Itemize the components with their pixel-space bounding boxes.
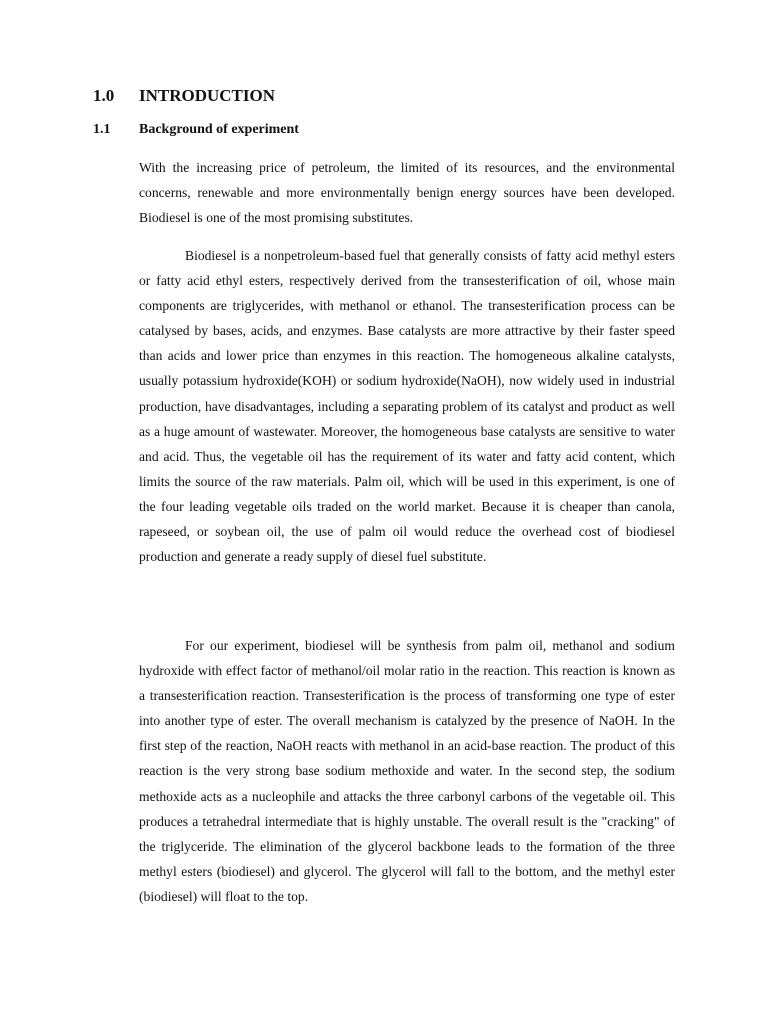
section-title: INTRODUCTION [139, 86, 276, 105]
subsection-number: 1.1 [93, 122, 111, 137]
paragraph-3: For our experiment, biodiesel will be synthesis from palm oil, methanol and sodium hydroxide with effect factor of methanol/oil molar ratio in the reaction. This reaction is known as a transesterification reaction. Transesterification is the process of transforming one type of ester into another type of ester. The overall mechanism is catalyzed by the presence of NaOH. In the first step of the reaction, NaOH reacts with methanol in an acid-base reaction. The product of this reaction is the very strong base sodium methoxide and water. In the second step, the sodium methoxide acts as a nucleophile and attacks the three carbonyl carbons of the vegetable oil. This produces a tetrahedral intermediate that is highly unstable. The overall result is the "cracking" of the triglyceride. The elimination of the glycerol backbone leads to the formation of the three methyl esters (biodiesel) and glycerol. The glycerol will fall to the bottom, and the methyl ester (biodiesel) will float to the top. [139, 638, 675, 904]
paragraph-2: Biodiesel is a nonpetroleum-based fuel that generally consists of fatty acid methyl esters or fatty acid ethyl esters, respectively derived from the transesterification of oil, whose main components are triglycerides, with methanol or ethanol. The transesterification process can be catalysed by bases, acids, and enzymes. Base catalysts are more attractive by their faster speed than acids and lower price than enzymes in this reaction. The homogeneous alkaline catalysts, usually potassium hydroxide(KOH) or sodium hydroxide(NaOH), now widely used in industrial production, have disadvantages, including a separating problem of its catalyst and product as well as a huge amount of wastewater. Moreover, the homogeneous base catalysts are sensitive to water and acid. Thus, the vegetable oil has the requirement of its water and fatty acid content, which limits the source of the raw materials. Palm oil, which will be used in this experiment, is one of the four leading vegetable oils traded on the world market. Because it is cheaper than canola, rapeseed, or soybean oil, the use of palm oil would reduce the overhead cost of biodiesel production and generate a ready supply of diesel fuel substitute. [139, 248, 675, 565]
section-heading [93, 86, 275, 106]
section-number: 1.0 [93, 86, 115, 105]
paragraph-1: With the increasing price of petroleum, the limited of its resources, and the environmental concerns, renewable and more environmentally benign energy sources have been developed. Biodiesel is one of the most promising substitutes. [139, 160, 675, 226]
subsection-title: Background of experiment [139, 122, 299, 137]
subsection-heading [93, 122, 299, 138]
